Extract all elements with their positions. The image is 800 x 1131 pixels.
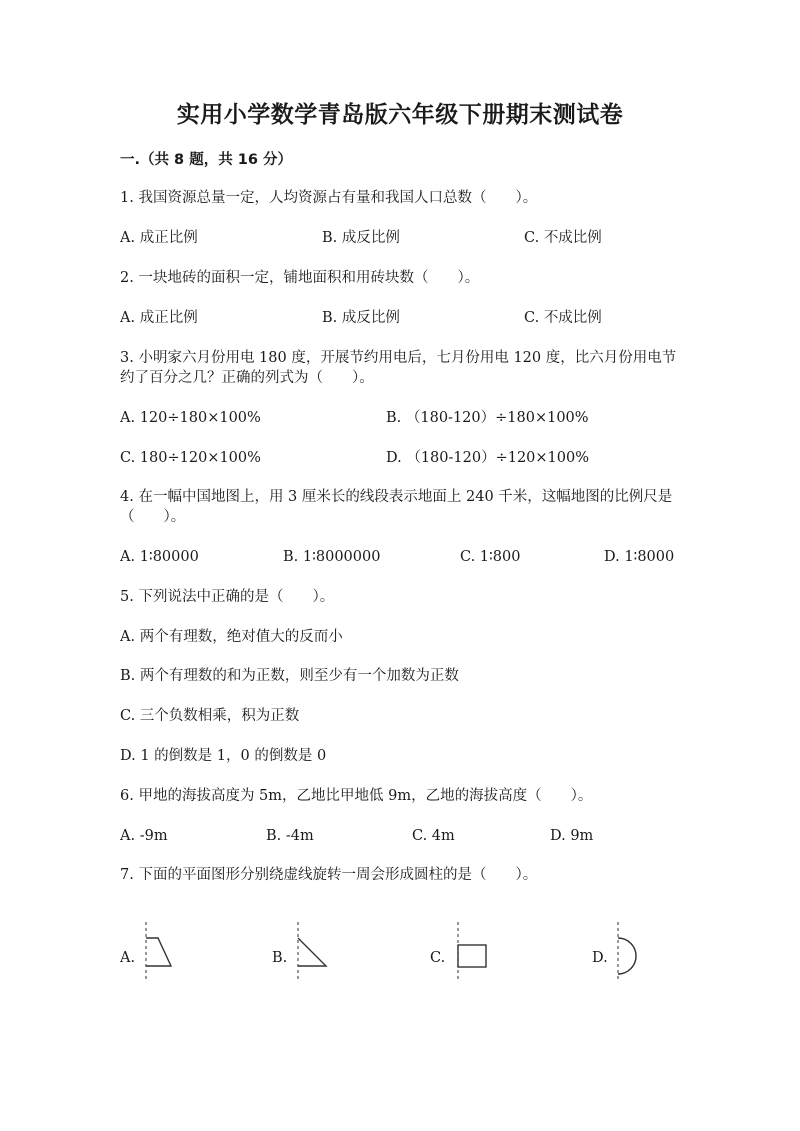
section-heading: 一.（共 8 题，共 16 分） (120, 152, 292, 168)
question-4-stem: 4. 在一幅中国地图上，用 3 厘米长的线段表示地面上 240 千米，这幅地图的比例尺是（ ）。 (120, 489, 673, 525)
question-7-option-d[interactable]: D. (592, 950, 608, 966)
question-2-stem: 2. 一块地砖的面积一定，铺地面积和用砖块数（ ）。 (120, 270, 480, 286)
semicircle-figure (612, 920, 652, 984)
question-5-option-c[interactable]: C. 三个负数相乘，积为正数 (120, 708, 300, 724)
question-6-stem: 6. 甲地的海拔高度为 5m，乙地比甲地低 9m，乙地的海拔高度（ ）。 (120, 788, 593, 804)
triangle-figure (292, 920, 332, 984)
page-title: 实用小学数学青岛版六年级下册期末测试卷 (176, 102, 624, 128)
question-3-option-b[interactable]: B. （180-120）÷180×100% (386, 410, 589, 426)
question-5-option-d[interactable]: D. 1 的倒数是 1，0 的倒数是 0 (120, 748, 327, 764)
question-2-option-b[interactable]: B. 成反比例 (322, 310, 400, 326)
question-4-option-a[interactable]: A. 1∶80000 (120, 549, 199, 565)
question-3-option-c[interactable]: C. 180÷120×100% (120, 450, 261, 466)
question-4-option-c[interactable]: C. 1∶800 (460, 549, 521, 565)
question-1-option-b[interactable]: B. 成反比例 (322, 230, 400, 246)
question-6-option-a[interactable]: A. -9m (120, 828, 168, 844)
question-6-option-c[interactable]: C. 4m (412, 828, 455, 844)
question-6-option-b[interactable]: B. -4m (266, 828, 314, 844)
question-7-option-a[interactable]: A. (120, 950, 136, 966)
question-7-option-b[interactable]: B. (272, 950, 288, 966)
question-2-option-c[interactable]: C. 不成比例 (524, 310, 602, 326)
question-5-option-a[interactable]: A. 两个有理数，绝对值大的反而小 (120, 629, 343, 645)
question-3-stem: 3. 小明家六月份用电 180 度，开展节约用电后，七月份用电 120 度，比六月份用电节约了百分之几？正确的列式为（ ）。 (120, 350, 677, 386)
question-1-stem: 1. 我国资源总量一定，人均资源占有量和我国人口总数（ ）。 (120, 190, 538, 206)
question-5-option-b[interactable]: B. 两个有理数的和为正数，则至少有一个加数为正数 (120, 668, 459, 684)
question-3-option-a[interactable]: A. 120÷180×100% (120, 410, 261, 426)
question-1-option-a[interactable]: A. 成正比例 (120, 230, 198, 246)
question-7-stem: 7. 下面的平面图形分别绕虚线旋转一周会形成圆柱的是（ ）。 (120, 867, 538, 883)
question-7-option-c[interactable]: C. (430, 950, 446, 966)
question-3-option-d[interactable]: D. （180-120）÷120×100% (386, 450, 590, 466)
question-1-option-c[interactable]: C. 不成比例 (524, 230, 602, 246)
question-5-stem: 5. 下列说法中正确的是（ ）。 (120, 589, 335, 605)
question-4-option-d[interactable]: D. 1∶8000 (604, 549, 675, 565)
question-2-option-a[interactable]: A. 成正比例 (120, 310, 198, 326)
rectangle-figure (452, 920, 492, 984)
question-4-option-b[interactable]: B. 1∶8000000 (283, 549, 381, 565)
trapezoid-figure (140, 920, 180, 984)
question-6-option-d[interactable]: D. 9m (550, 828, 594, 844)
